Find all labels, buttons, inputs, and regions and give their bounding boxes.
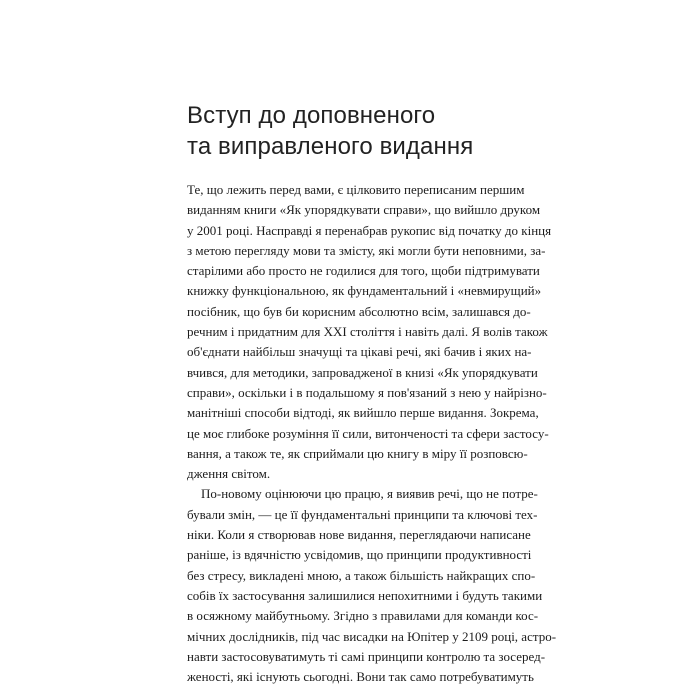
text-line: мічних дослідників, під час висадки на Юпітер у 2109 році, астро- — [187, 628, 557, 644]
text-line: Те, що лежить перед вами, є цілковито переписаним першим — [187, 182, 525, 197]
text-line: По-новому оцінюючи цю працю, я виявив речі, що не потре- — [201, 486, 538, 502]
text-line: об'єднати найбільш значущі та цікаві речі, які бачив і яких на- — [187, 344, 532, 360]
text-line: дження світом. — [187, 466, 271, 482]
text-line: манітніші способи відтоді, як вийшло перше видання. Зокрема, — [187, 405, 539, 421]
text-line: в осяжному майбутньому. Згідно з правилами для команди кос- — [187, 608, 539, 624]
text-line: у 2001 році. Насправді я перенабрав рукопис від початку до кінця — [187, 222, 552, 238]
text-line: справи», оскільки і в подальшому я пов'язаний з нею у найрізно- — [187, 384, 547, 400]
text-line: це моє глибоке розуміння її сили, витонченості та сфери застосу- — [187, 425, 549, 441]
text-line: ніки. Коли я створював нове видання, переглядаючи написане — [187, 527, 531, 543]
chapter-title-line-1: Вступ до доповненого — [187, 102, 436, 129]
chapter-title — [187, 100, 517, 162]
text-line: книжку функціональною, як фундаментальний і «невмирущий» — [187, 283, 542, 299]
text-line: раніше, із вдячністю усвідомив, що принципи продуктивності — [187, 547, 532, 563]
text-line: речним і придатним для XXI століття і навіть далі. Я волів також — [187, 324, 548, 340]
text-line: з метою перегляду мови та змісту, які могли бути неповними, за- — [187, 242, 546, 258]
text-line: собів їх застосування залишилися непохитними і будуть такими — [187, 587, 543, 603]
text-line: бували змін, — це її фундаментальні принципи та ключові тех- — [187, 506, 538, 522]
text-line: без стресу, викладені мною, а також більшість найкращих спо- — [187, 567, 536, 583]
text-line: посібник, що був би корисним абсолютно всім, залишався до- — [187, 303, 531, 319]
text-line: женості, які існують сьогодні. Вони так само потребуватимуть — [187, 669, 534, 685]
text-line: виданням книги «Як упорядкувати справи», що вийшло друком — [187, 202, 541, 218]
text-line: старілими або просто не годилися для того, щоби підтримувати — [187, 263, 540, 279]
body-text — [187, 180, 557, 687]
chapter-title-line-2: та виправленого видання — [187, 133, 474, 160]
text-line: вчився, для методики, запровадженої в книзі «Як упорядкувати — [187, 364, 538, 380]
text-line: навти застосовуватимуть ті самі принципи контролю та зосеред- — [187, 648, 546, 664]
text-line: вання, а також те, як сприймали цю книгу в міру її розповсю- — [187, 445, 528, 461]
